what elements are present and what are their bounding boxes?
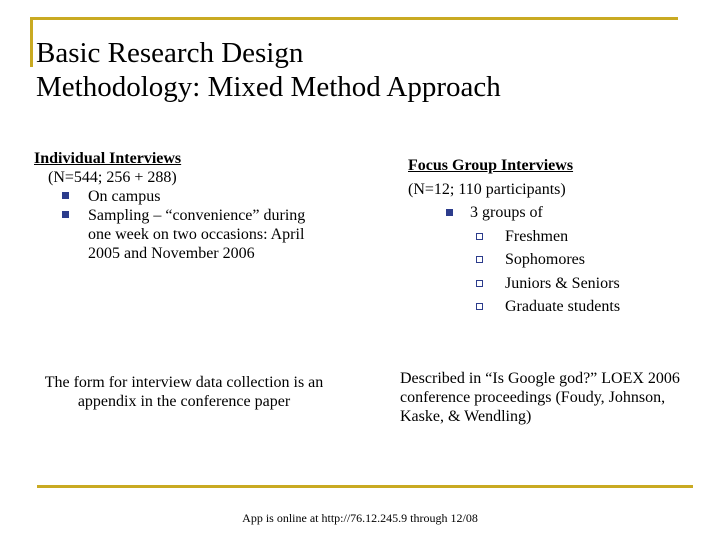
list-item (408, 225, 688, 249)
hollow-square-bullet-icon (476, 280, 483, 287)
list-item (408, 295, 688, 319)
bullet-text: 3 groups of (470, 204, 543, 221)
group-label: Juniors & Seniors (505, 274, 620, 292)
hollow-square-bullet-icon (476, 303, 483, 310)
list-item (408, 201, 688, 225)
group-label: Sophomores (505, 251, 585, 268)
bullet-text: Sampling – “convenience” during one week on two occasions: April 2005 and November 2006 (88, 207, 306, 262)
group-label: Freshmen (505, 227, 569, 245)
list-item (408, 248, 688, 272)
bullet-text: On campus (88, 188, 161, 205)
individual-interviews-heading: Individual Interviews (34, 150, 182, 167)
hollow-square-bullet-icon (476, 233, 483, 240)
individual-bullet-list (34, 187, 324, 263)
hollow-square-bullet-icon (476, 256, 483, 263)
title-line-2: Methodology: Mixed Method Approach (36, 71, 501, 103)
publication-note: Described in “Is Google god?” LOEX 2006 conference proceedings (Foudy, Johnson, Kaske, & Wendling) (400, 370, 680, 425)
slide-title (36, 36, 501, 104)
focus-group-heading: Focus Group Interviews (408, 157, 574, 174)
list-item (62, 206, 324, 263)
square-bullet-icon (62, 211, 69, 218)
footer-rule (37, 485, 693, 488)
group-label: Graduate students (505, 298, 621, 315)
focus-sample-size: (N=12; 110 participants) (408, 180, 566, 198)
title-rule-left (30, 17, 33, 67)
square-bullet-icon (446, 209, 453, 216)
individual-sample-size: (N=544; 256 + 288) (48, 169, 177, 186)
title-rule-top (30, 17, 678, 20)
interview-form-note: The form for interview data collection is an appendix in the conference paper (44, 374, 324, 410)
individual-interviews-block (34, 149, 324, 263)
footer-text: App is online at http://76.12.245.9 through 12/08 (242, 511, 478, 525)
list-item (408, 272, 688, 296)
square-bullet-icon (62, 192, 69, 199)
list-item (62, 187, 324, 206)
title-line-1: Basic Research Design (36, 37, 304, 69)
focus-group-block (408, 154, 688, 319)
